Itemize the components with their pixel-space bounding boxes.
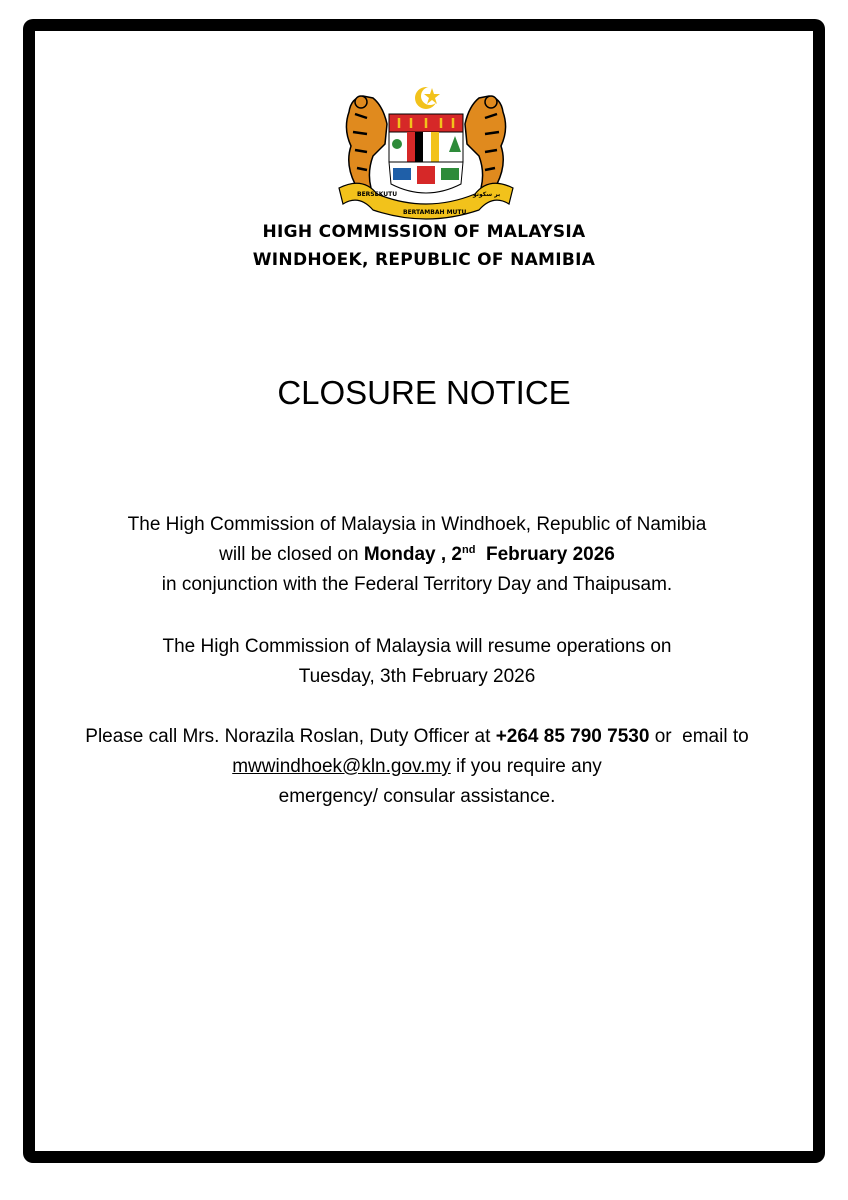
contact-line1-prefix: Please call Mrs. Norazila Roslan, Duty Officer at [85,726,496,747]
left-tiger-icon [346,96,387,192]
shield-icon [389,114,463,193]
motto-left-text: BERSEKUTU [357,191,398,198]
duty-officer-phone: +264 85 790 7530 [495,726,650,747]
closure-line3: in conjunction with the Federal Territory Day and Thaipusam. [161,574,673,595]
right-tiger-icon [465,96,506,192]
motto-bottom-text: BERTAMBAH MUTU [403,209,467,216]
contact-line2 [0,752,834,782]
closure-line1: The High Commission of Malaysia in Windhoek, Republic of Namibia [127,514,707,535]
closure-day-suffix: nd [462,544,476,556]
notice-title: CLOSURE NOTICE [277,374,571,411]
motto-right-text: بر سکوتو [473,191,501,198]
contact-paragraph [0,722,834,812]
email-link[interactable]: mwwindhoek@kln.gov.my [232,756,451,777]
contact-line2-suffix: if you require any [450,756,602,777]
closure-line2 [0,540,834,570]
contact-line1-suffix: or email to [649,726,749,747]
crescent-star-icon [415,87,440,109]
contact-line3: emergency/ consular assistance. [278,786,556,807]
resume-paragraph [0,632,834,692]
org-name-line2: WINDHOEK, REPUBLIC OF NAMIBIA [252,250,596,270]
org-name-line1: HIGH COMMISSION OF MALAYSIA [262,222,586,242]
resume-line1: The High Commission of Malaysia will resume operations on [162,636,672,657]
malaysia-coat-of-arms [333,84,519,224]
closure-paragraph [0,510,834,600]
resume-line2: Tuesday, 3th February 2026 [298,666,536,687]
closure-line2-prefix: will be closed on [219,544,364,565]
closure-day: Monday , 2 [363,544,462,565]
contact-line1 [0,722,834,752]
closure-date: February 2026 [475,544,615,565]
